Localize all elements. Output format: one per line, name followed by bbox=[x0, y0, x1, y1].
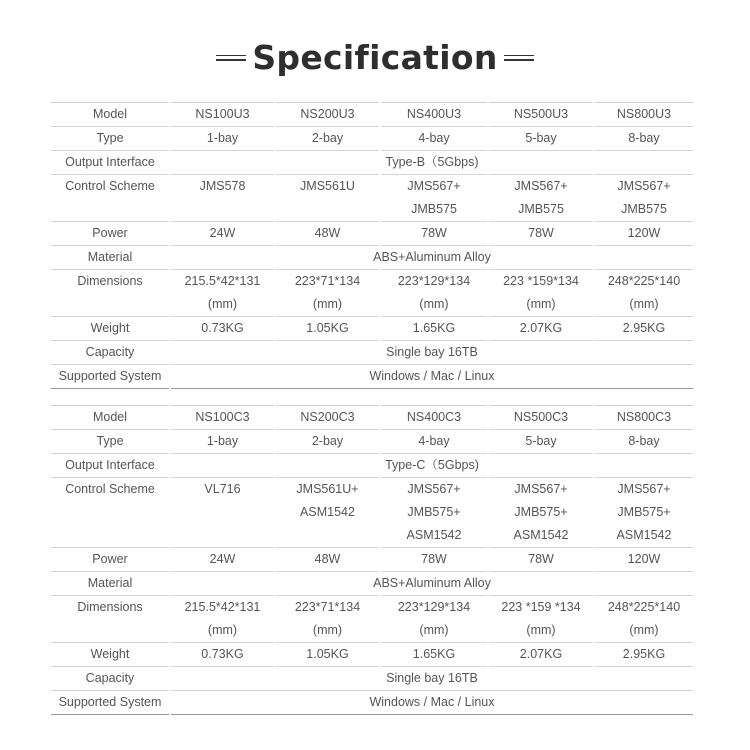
title-right-rule bbox=[504, 54, 534, 62]
row-label: Output Interface bbox=[51, 151, 170, 175]
spec-cell bbox=[380, 596, 488, 643]
spec-cell-line: JMS567+ bbox=[514, 179, 568, 193]
spec-cell-line: ASM1542 bbox=[513, 528, 569, 542]
spec-cell: 1.05KG bbox=[275, 317, 380, 341]
spec-cell-line: (mm) bbox=[526, 623, 556, 637]
row-label: Control Scheme bbox=[51, 478, 170, 548]
row-label: Type bbox=[51, 430, 170, 454]
spec-cell-line: JMS567+ bbox=[617, 179, 671, 193]
spec-cell-line: (mm) bbox=[312, 623, 343, 637]
row-control-scheme bbox=[51, 478, 693, 548]
spec-cell bbox=[488, 270, 594, 317]
spec-cell-line: 248*225*140 bbox=[607, 600, 681, 614]
spec-cell bbox=[488, 175, 594, 222]
spec-cell-line: (mm) bbox=[419, 623, 449, 637]
row-label: Model bbox=[51, 103, 170, 127]
spec-cell: NS500C3 bbox=[488, 406, 594, 430]
spec-cell: 0.73KG bbox=[170, 643, 275, 667]
spec-cell: 1.65KG bbox=[380, 643, 488, 667]
row-label: Material bbox=[51, 572, 170, 596]
spec-cell: 2.95KG bbox=[594, 643, 693, 667]
spec-cell: NS100C3 bbox=[170, 406, 275, 430]
row-supported-system bbox=[51, 365, 693, 389]
spec-cell-line: JMB575 bbox=[411, 202, 457, 216]
row-capacity bbox=[51, 341, 693, 365]
spec-cell: 2-bay bbox=[275, 127, 380, 151]
row-label: Supported System bbox=[51, 691, 170, 715]
row-label: Type bbox=[51, 127, 170, 151]
row-label: Capacity bbox=[51, 667, 170, 691]
spec-cell-line: ASM1542 bbox=[406, 528, 462, 542]
row-dimensions bbox=[51, 270, 693, 317]
spec-cell: NS400C3 bbox=[380, 406, 488, 430]
row-weight bbox=[51, 317, 693, 341]
spec-cell-line: 223 *159*134 bbox=[503, 274, 579, 288]
spec-cell: NS800C3 bbox=[594, 406, 693, 430]
row-supported-system bbox=[51, 691, 693, 715]
spec-cell: 78W bbox=[380, 548, 488, 572]
spec-cell-line: (mm) bbox=[629, 623, 659, 637]
spec-cell-line: JMS567+ bbox=[407, 179, 461, 193]
spec-cell-line: VL716 bbox=[204, 482, 241, 496]
spec-cell: 5-bay bbox=[488, 430, 594, 454]
row-dimensions bbox=[51, 596, 693, 643]
spec-cell-line: 223*71*134 bbox=[294, 600, 361, 614]
spec-cell-line: JMS561U bbox=[300, 179, 355, 193]
row-label: Weight bbox=[51, 643, 170, 667]
row-label: Weight bbox=[51, 317, 170, 341]
spec-cell-line: JMB575 bbox=[518, 202, 564, 216]
page-title: Specification bbox=[252, 38, 498, 77]
spec-cell bbox=[275, 478, 380, 548]
row-label: Material bbox=[51, 246, 170, 270]
spec-cell bbox=[380, 270, 488, 317]
spec-cell: Type-C（5Gbps) bbox=[170, 454, 693, 478]
spec-cell: 1-bay bbox=[170, 127, 275, 151]
spec-cell: NS200U3 bbox=[275, 103, 380, 127]
spec-cell bbox=[275, 596, 380, 643]
row-weight bbox=[51, 643, 693, 667]
spec-cell: Type-B（5Gbps) bbox=[170, 151, 693, 175]
spec-cell: ABS+Aluminum Alloy bbox=[170, 572, 693, 596]
spec-cell: 2-bay bbox=[275, 430, 380, 454]
spec-cell bbox=[380, 478, 488, 548]
spec-cell: 2.07KG bbox=[488, 643, 594, 667]
spec-cell bbox=[594, 175, 693, 222]
spec-cell: 5-bay bbox=[488, 127, 594, 151]
row-material bbox=[51, 246, 693, 270]
row-label: Output Interface bbox=[51, 454, 170, 478]
spec-cell: Windows / Mac / Linux bbox=[170, 691, 693, 715]
spec-cell bbox=[170, 478, 275, 548]
spec-cell-line: JMB575 bbox=[621, 202, 667, 216]
spec-cell: NS100U3 bbox=[170, 103, 275, 127]
spec-cell-line: 223*129*134 bbox=[397, 274, 471, 288]
spec-cell: NS800U3 bbox=[594, 103, 693, 127]
spec-cell: 2.95KG bbox=[594, 317, 693, 341]
row-material bbox=[51, 572, 693, 596]
spec-table-usb-c bbox=[51, 405, 693, 715]
spec-cell-line: (mm) bbox=[312, 297, 343, 311]
spec-cell-line: 223*129*134 bbox=[397, 600, 471, 614]
spec-cell-line: 248*225*140 bbox=[607, 274, 681, 288]
spec-cell: 8-bay bbox=[594, 430, 693, 454]
spec-cell bbox=[170, 175, 275, 222]
spec-cell: 0.73KG bbox=[170, 317, 275, 341]
spec-cell: Single bay 16TB bbox=[170, 341, 693, 365]
row-output-interface bbox=[51, 151, 693, 175]
spec-cell-line: JMS567+ bbox=[514, 482, 568, 496]
spec-cell: 120W bbox=[594, 548, 693, 572]
spec-cell bbox=[170, 596, 275, 643]
spec-cell-line: JMS561U+ bbox=[296, 482, 359, 496]
spec-cell: 4-bay bbox=[380, 127, 488, 151]
title-bar bbox=[0, 38, 750, 77]
spec-cell: NS400U3 bbox=[380, 103, 488, 127]
row-label: Capacity bbox=[51, 341, 170, 365]
spec-cell-line: (mm) bbox=[207, 623, 238, 637]
spec-cell: 24W bbox=[170, 548, 275, 572]
spec-cell: NS500U3 bbox=[488, 103, 594, 127]
spec-cell: Windows / Mac / Linux bbox=[170, 365, 693, 389]
row-label: Control Scheme bbox=[51, 175, 170, 222]
spec-cell bbox=[275, 270, 380, 317]
spec-cell: 4-bay bbox=[380, 430, 488, 454]
row-model bbox=[51, 103, 693, 127]
spec-cell-line: 223 *159 *134 bbox=[501, 600, 581, 614]
row-power bbox=[51, 222, 693, 246]
spec-cell bbox=[170, 270, 275, 317]
row-label: Dimensions bbox=[51, 270, 170, 317]
row-type bbox=[51, 430, 693, 454]
spec-cell bbox=[594, 478, 693, 548]
spec-cell: 1.65KG bbox=[380, 317, 488, 341]
spec-cell-line: JMS567+ bbox=[617, 482, 671, 496]
spec-cell: Single bay 16TB bbox=[170, 667, 693, 691]
spec-cell-line: (mm) bbox=[526, 297, 556, 311]
spec-cell: 48W bbox=[275, 548, 380, 572]
spec-cell bbox=[275, 175, 380, 222]
row-control-scheme bbox=[51, 175, 693, 222]
spec-cell: 24W bbox=[170, 222, 275, 246]
spec-cell: 78W bbox=[380, 222, 488, 246]
title-left-rule bbox=[216, 54, 246, 62]
spec-cell bbox=[594, 596, 693, 643]
spec-cell-line: 215.5*42*131 bbox=[184, 600, 261, 614]
spec-cell bbox=[380, 175, 488, 222]
spec-cell-line: ASM1542 bbox=[616, 528, 672, 542]
row-label: Dimensions bbox=[51, 596, 170, 643]
spec-cell bbox=[594, 270, 693, 317]
row-capacity bbox=[51, 667, 693, 691]
spec-cell: NS200C3 bbox=[275, 406, 380, 430]
spec-cell-line: JMB575+ bbox=[617, 505, 671, 519]
row-type bbox=[51, 127, 693, 151]
spec-cell: 2.07KG bbox=[488, 317, 594, 341]
row-output-interface bbox=[51, 454, 693, 478]
row-label: Power bbox=[51, 222, 170, 246]
spec-cell: 78W bbox=[488, 222, 594, 246]
row-power bbox=[51, 548, 693, 572]
row-label: Power bbox=[51, 548, 170, 572]
spec-cell-line: ASM1542 bbox=[300, 505, 355, 519]
spec-cell bbox=[488, 478, 594, 548]
spec-cell-line: 223*71*134 bbox=[294, 274, 361, 288]
spec-cell-line: JMB575+ bbox=[514, 505, 568, 519]
spec-cell-line: 215.5*42*131 bbox=[184, 274, 261, 288]
spec-cell bbox=[488, 596, 594, 643]
spec-cell: 1.05KG bbox=[275, 643, 380, 667]
spec-cell-line: (mm) bbox=[207, 297, 238, 311]
spec-cell: ABS+Aluminum Alloy bbox=[170, 246, 693, 270]
spec-table-usb-b bbox=[51, 102, 693, 389]
row-label: Supported System bbox=[51, 365, 170, 389]
spec-cell-line: JMS567+ bbox=[407, 482, 461, 496]
row-model bbox=[51, 406, 693, 430]
spec-cell-line: (mm) bbox=[629, 297, 659, 311]
spec-cell: 120W bbox=[594, 222, 693, 246]
row-label: Model bbox=[51, 406, 170, 430]
spec-cell-line: JMB575+ bbox=[407, 505, 461, 519]
spec-cell-line: JMS578 bbox=[199, 179, 246, 193]
spec-cell: 8-bay bbox=[594, 127, 693, 151]
spec-cell-line: (mm) bbox=[419, 297, 449, 311]
spec-cell: 1-bay bbox=[170, 430, 275, 454]
spec-cell: 78W bbox=[488, 548, 594, 572]
spec-cell: 48W bbox=[275, 222, 380, 246]
